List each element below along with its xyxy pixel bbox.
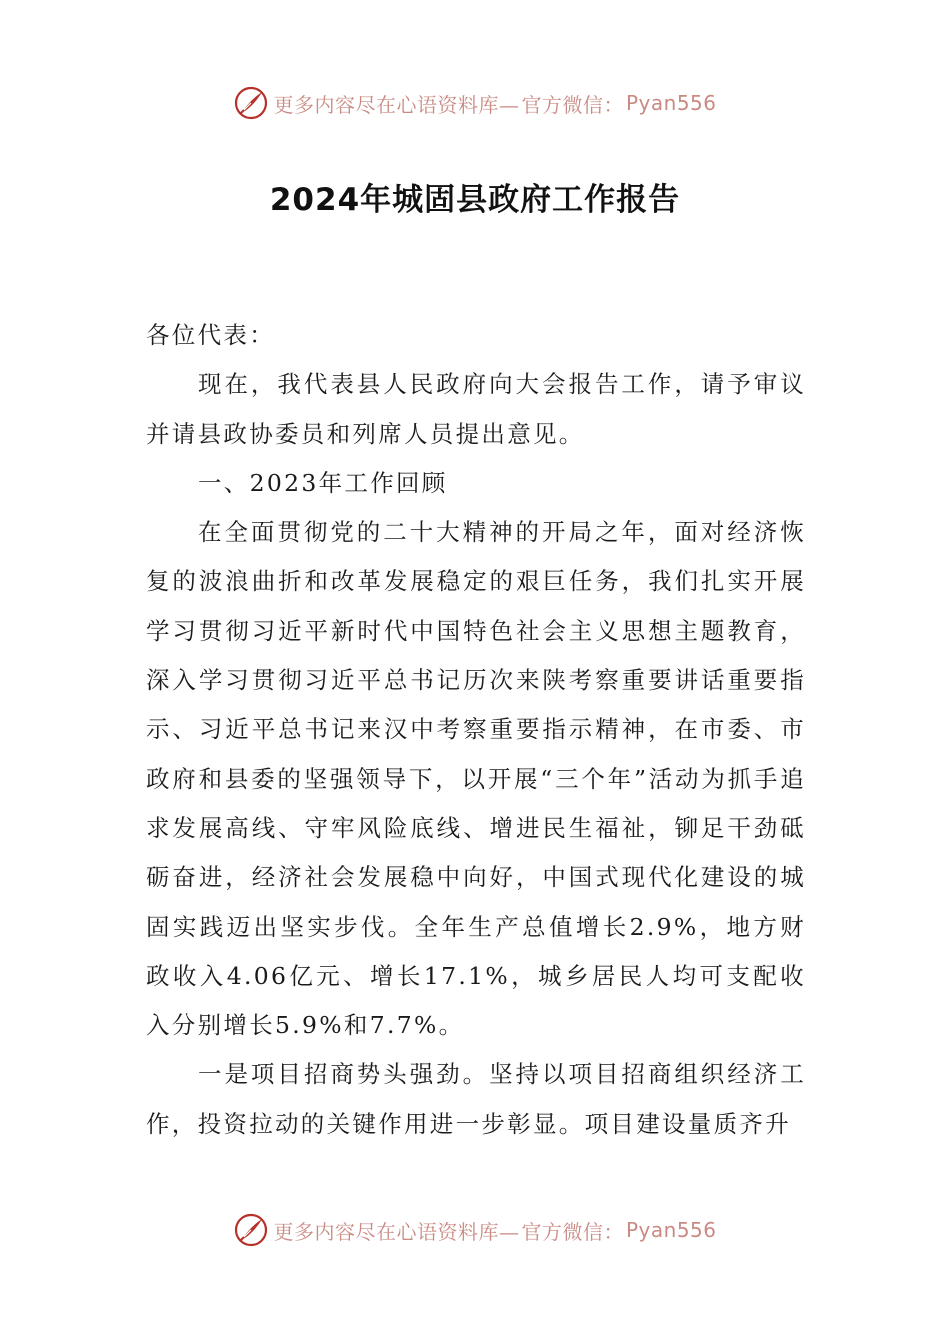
watermark-wechat-id: Pyan556	[625, 1218, 717, 1242]
document-body	[146, 311, 806, 1149]
paragraph-intro: 现在，我代表县人民政府向大会报告工作，请予审议并请县政协委员和列席人员提出意见。	[146, 370, 806, 448]
watermark-footer	[0, 1210, 950, 1250]
document-title: 2024年城固县政府工作报告	[269, 182, 681, 218]
watermark-text: 更多内容尽在心语资料库—	[273, 1219, 520, 1244]
watermark-wechat-id: Pyan556	[625, 91, 717, 115]
watermark-header	[0, 83, 950, 123]
watermark-label: 官方微信：	[521, 92, 624, 117]
watermark-text: 更多内容尽在心语资料库—	[273, 92, 520, 117]
watermark-label: 官方微信：	[521, 1219, 624, 1244]
salutation: 各位代表：	[146, 321, 275, 349]
section-heading: 一、2023年工作回顾	[198, 468, 448, 497]
paragraph-review: 在全面贯彻党的二十大精神的开局之年，面对经济恢复的波浪曲折和改革发展稳定的艰巨任务，我们扎实开展学习贯彻习近平新时代中国特色社会主义思想主题教育，深入学习贯彻习近平总书记历次来陕考察重要讲话重要指示、习近平总书记来汉中考察重要指示精神，在市委、市政府和县委的坚强领导下，以开展“三个年”活动为抓手追求发展高线、守牢风险底线、增进民生福祉，铆足干劲砥砺奋进，经济社会发展稳中向好，中国式现代化建设的城固实践迈出坚实步伐。全年生产总值增长2.9%，地方财政收入4.06亿元、增长17.1%，城乡居民人均可支配收入分别增长5.9%和7.7%。	[146, 518, 806, 1040]
paragraph-projects: 一是项目招商势头强劲。坚持以项目招商组织经济工作，投资拉动的关键作用进一步彰显。项目建设量质齐升	[146, 1060, 806, 1138]
quill-logo-icon	[233, 1212, 269, 1248]
quill-logo-icon	[233, 85, 269, 121]
